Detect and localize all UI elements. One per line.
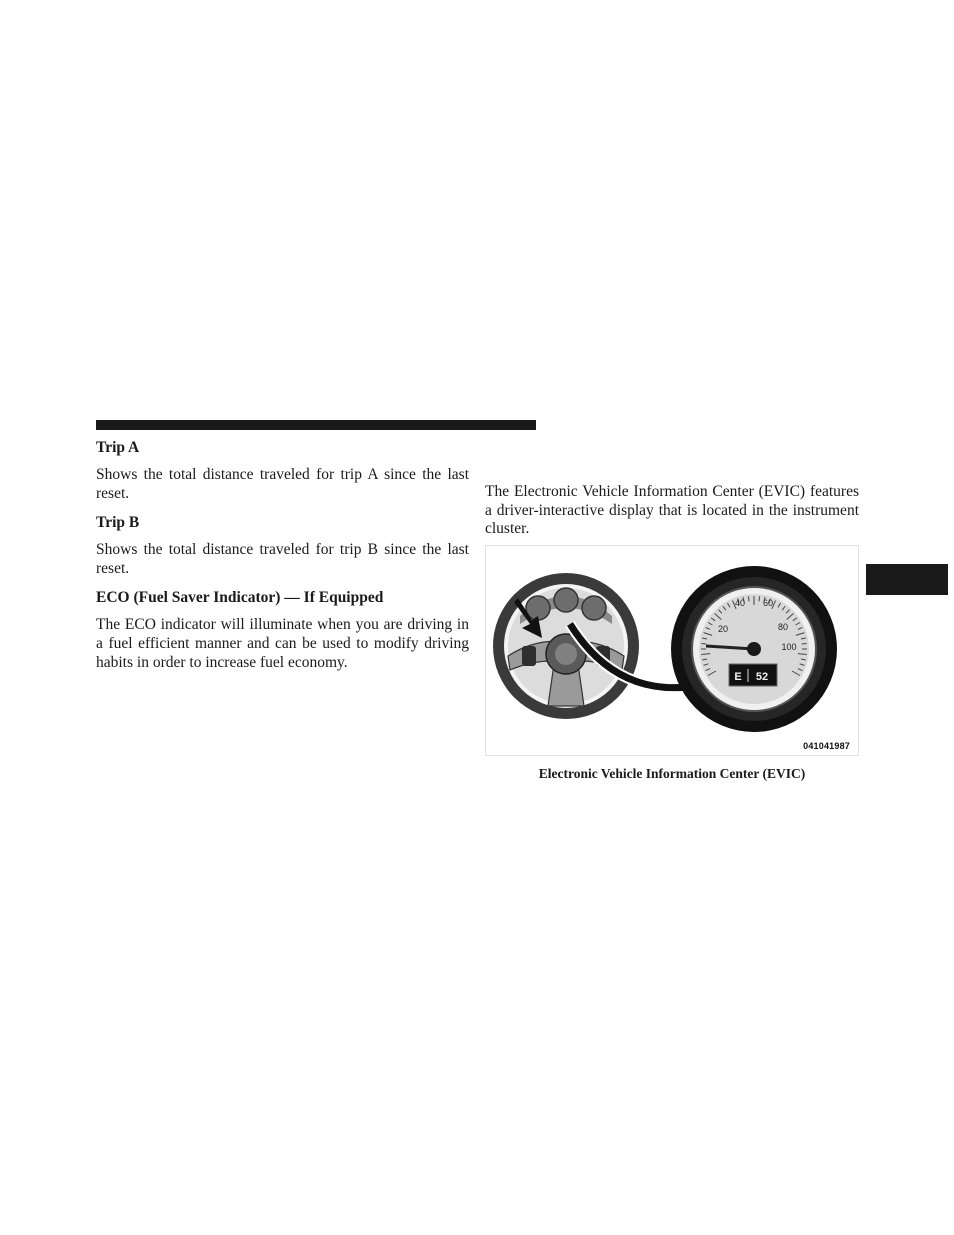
gauge-tick-mark <box>748 596 749 601</box>
center-gauge-icon <box>554 588 578 612</box>
trip-a-body: Shows the total distance traveled for trip A since the last reset. <box>96 466 469 502</box>
trip-a-heading: Trip A <box>96 439 140 456</box>
gauge-tick-20: 20 <box>717 624 729 634</box>
gauge-tick-mark <box>759 596 760 601</box>
trip-b-heading: Trip B <box>96 514 140 532</box>
evic-display-letter: E <box>734 671 742 683</box>
evic-display-value: 52 <box>755 671 769 683</box>
left-column <box>96 436 469 672</box>
figure-caption: Electronic Vehicle Information Center (EVIC) <box>538 766 806 781</box>
gauge-tick-100: 100 <box>781 642 797 652</box>
gauge-tick-mark <box>701 643 706 644</box>
evic-illustration-svg <box>486 546 858 755</box>
gauge-tick-40: 40 <box>734 598 746 608</box>
gauge-tick-80: 80 <box>777 622 789 632</box>
chapter-tab <box>866 564 948 595</box>
eco-heading: ECO (Fuel Saver Indicator) — If Equipped <box>96 589 384 607</box>
gauge-tick-mark <box>802 643 807 644</box>
right-gauge-icon <box>582 596 606 620</box>
speedometer-gauge <box>671 566 837 732</box>
evic-illustration <box>485 545 859 756</box>
gauge-tick-60: 60 <box>762 598 774 608</box>
eco-body: The ECO indicator will illuminate when you are driving in a fuel efficient manner and can be used to modify driving habits in order to increase fuel economy. <box>96 616 469 671</box>
right-column <box>485 483 859 539</box>
steering-wheel <box>493 573 639 719</box>
trip-b-body: Shows the total distance traveled for trip B since the last reset. <box>96 541 469 577</box>
image-reference-code: 041041987 <box>803 741 850 751</box>
evic-intro-paragraph: The Electronic Vehicle Information Center (EVIC) features a driver-interactive display that is located in the instrument cluster. <box>485 483 859 538</box>
section-rule-bar <box>96 420 536 430</box>
